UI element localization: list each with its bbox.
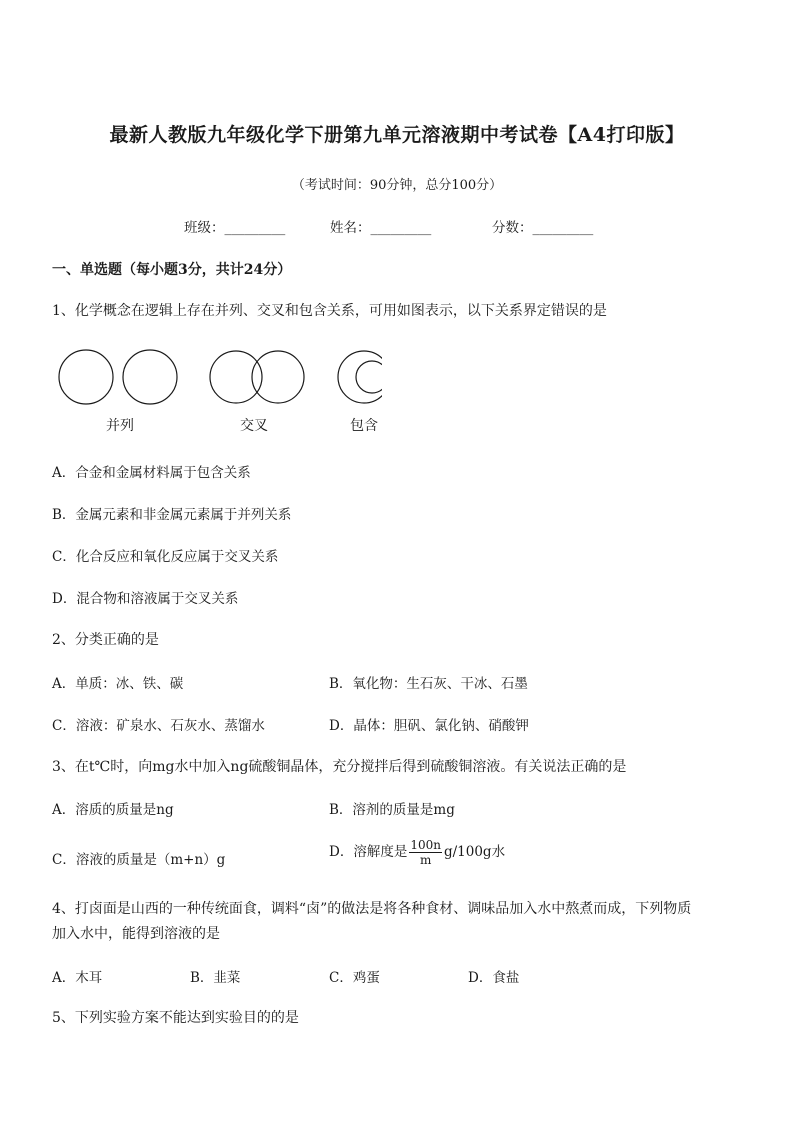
venn-diagrams: [52, 345, 382, 409]
cross-circle-right: [252, 351, 304, 403]
parallel-circle-left: [59, 350, 113, 404]
q1-option-b: B．金属元素和非金属元素属于并列关系: [52, 507, 292, 523]
q3-option-b: B．溶剂的质量是mg: [329, 802, 455, 818]
q2-option-a: A．单质：冰、铁、碳: [52, 676, 184, 692]
caption-cross: 交叉: [240, 418, 268, 434]
q3-option-c: C．溶液的质量是（m+n）g: [52, 852, 226, 868]
class-field: 班级：_________: [184, 220, 286, 236]
question-4-stem-line1: 4、打卤面是山西的一种传统面食，调料“卤”的做法是将各种食材、调味品加入水中熬煮而成，下列物质: [52, 901, 692, 917]
fraction-denominator: m: [419, 853, 432, 867]
caption-contain: 包含: [350, 418, 378, 434]
question-4-stem-line2: 加入水中，能得到溶液的是: [52, 926, 220, 942]
section-heading: 一、单选题（每小题3分，共计24分）: [52, 262, 292, 278]
q1-option-d: D．混合物和溶液属于交叉关系: [52, 591, 239, 607]
q2-option-c: C．溶液：矿泉水、石灰水、蒸馏水: [52, 718, 265, 734]
exam-time-note: （考试时间：90分钟，总分100分）: [291, 178, 503, 193]
q4-option-d: D．食盐: [468, 970, 520, 986]
fraction-numerator: 100n: [410, 838, 441, 852]
q3-option-d-prefix: D．溶解度是: [329, 844, 408, 860]
q4-option-b: B．韭菜: [190, 970, 241, 986]
q4-option-a: A．木耳: [52, 970, 103, 986]
q4-option-c: C．鸡蛋: [329, 970, 380, 986]
question-2-stem: 2、分类正确的是: [52, 632, 159, 648]
question-3-stem: 3、在t℃时，向mg水中加入ng硫酸铜晶体，充分搅拌后得到硫酸铜溶液。有关说法正确的是: [52, 759, 627, 775]
cross-circle-left: [210, 351, 262, 403]
parallel-circle-right: [123, 350, 177, 404]
venn-figure: [52, 345, 382, 413]
q3-option-a: A．溶质的质量是ng: [52, 802, 174, 818]
q1-option-c: C．化合反应和氧化反应属于交叉关系: [52, 549, 279, 565]
q3-option-d-suffix: g/100g水: [443, 844, 506, 860]
name-field: 姓名：_________: [330, 220, 432, 236]
caption-parallel: 并列: [106, 418, 134, 434]
score-field: 分数：_________: [492, 220, 594, 236]
q3-option-d: [329, 838, 505, 867]
question-1-stem: 1、化学概念在逻辑上存在并列、交叉和包含关系，可用如图表示，以下关系界定错误的是: [52, 303, 607, 319]
exam-title: 最新人教版九年级化学下册第九单元溶液期中考试卷【A4打印版】: [109, 124, 685, 146]
q1-option-a: A．合金和金属材料属于包含关系: [52, 465, 251, 481]
q2-option-d: D．晶体：胆矾、氯化钠、硝酸钾: [329, 718, 529, 734]
contain-circle-outer: [338, 351, 382, 403]
solubility-fraction: [409, 838, 442, 867]
question-5-stem: 5、下列实验方案不能达到实验目的的是: [52, 1010, 299, 1026]
q2-option-b: B．氧化物：生石灰、干冰、石墨: [329, 676, 528, 692]
contain-circle-inner: [356, 361, 382, 393]
